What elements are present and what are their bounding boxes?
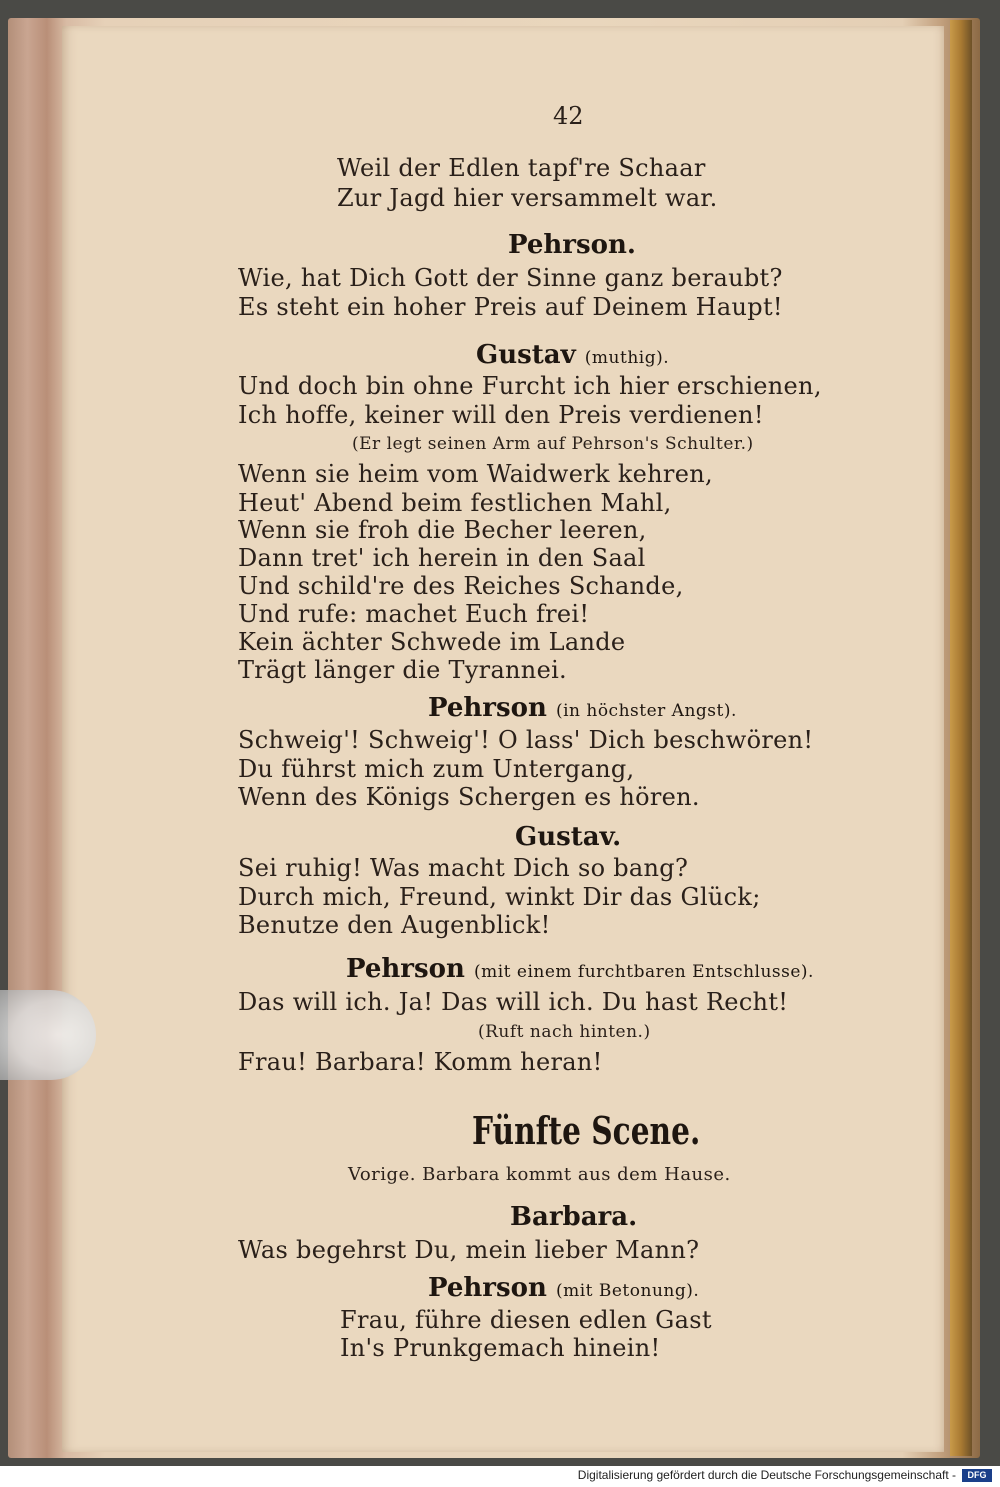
scene-title: Fünfte Scene. [472,1108,701,1153]
speaker-name: Gustav [476,340,576,370]
speaker-name: Pehrson [428,693,547,723]
dfg-logo: DFG [962,1469,992,1482]
stage-direction: (in höchster Angst). [555,701,737,721]
verse-line: Trägt länger die Tyrannei. [238,656,567,684]
speaker-name: Pehrson [346,954,465,984]
verse-line: Wie, hat Dich Gott der Sinne ganz beraubt? [238,264,783,292]
verse-line: Es steht ein hoher Preis auf Deinem Haupt! [238,293,783,321]
verse-line: Dann tret' ich herein in den Saal [238,544,646,572]
verse-line: Schweig'! Schweig'! O lass' Dich beschwören! [238,726,814,754]
speaker-heading [508,230,636,260]
verse-line: Frau, führe diesen edlen Gast [340,1306,712,1334]
speaker-heading [510,1202,637,1232]
verse-line: Frau! Barbara! Komm heran! [238,1048,603,1076]
verse-line: Durch mich, Freund, winkt Dir das Glück; [238,883,761,911]
page-clip [0,990,96,1080]
stage-direction: (Er legt seinen Arm auf Pehrson's Schulter.) [352,434,754,454]
verse-line: In's Prunkgemach hinein! [340,1334,661,1362]
verse-line: Du führst mich zum Untergang, [238,755,635,783]
verse-line: Sei ruhig! Was macht Dich so bang? [238,854,689,882]
stage-direction: (mit einem furchtbaren Entschlusse). [473,962,814,982]
stage-direction: (mit Betonung). [555,1281,700,1301]
verse-line: Wenn sie froh die Becher leeren, [238,516,647,544]
book-spine-strip [950,20,972,1456]
verse-line: Ich hoffe, keiner will den Preis verdienen! [238,401,764,429]
speaker-name: Barbara. [510,1202,638,1232]
speaker-name: Gustav. [515,822,622,852]
speaker-name: Pehrson. [508,230,636,260]
digitization-footer [0,1466,1000,1487]
verse-line: Weil der Edlen tapf're Schaar [337,154,706,182]
speaker-heading [476,340,669,370]
verse-line: Heut' Abend beim festlichen Mahl, [238,489,672,517]
verse-line: Und doch bin ohne Furcht ich hier erschienen, [238,372,822,400]
speaker-heading [346,954,814,984]
page-number: 42 [553,102,584,130]
verse-line: Zur Jagd hier versammelt war. [337,184,718,212]
verse-line: Benutze den Augenblick! [238,911,551,939]
stage-direction: (Ruft nach hinten.) [478,1022,651,1042]
verse-line: Und rufe: machet Euch frei! [238,600,590,628]
speaker-heading [428,693,737,723]
verse-line: Und schild're des Reiches Schande, [238,572,684,600]
footer-credit: Digitalisierung gefördert durch die Deutsche Forschungsgemeinschaft - [577,1468,956,1482]
stage-direction: (muthig). [584,348,670,368]
stage-direction: Vorige. Barbara kommt aus dem Hause. [348,1164,731,1185]
speaker-name: Pehrson [428,1273,547,1303]
speaker-heading [428,1273,699,1303]
verse-line: Wenn des Königs Schergen es hören. [238,783,700,811]
verse-line: Wenn sie heim vom Waidwerk kehren, [238,460,713,488]
speaker-heading [515,822,621,852]
verse-line: Kein ächter Schwede im Lande [238,628,626,656]
verse-line: Das will ich. Ja! Das will ich. Du hast Recht! [238,988,789,1016]
verse-line: Was begehrst Du, mein lieber Mann? [238,1236,700,1264]
